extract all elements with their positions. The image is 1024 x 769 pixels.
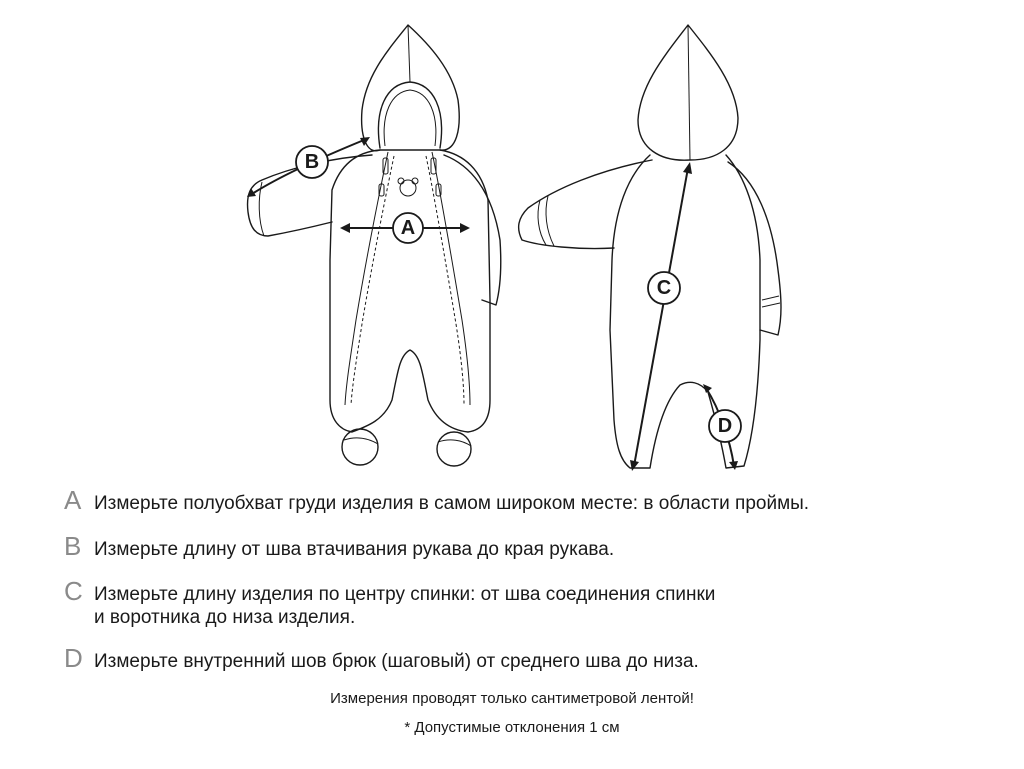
label-b-badge	[296, 146, 328, 178]
instruction-letter: B	[64, 531, 82, 561]
svg-text:C: C	[656, 277, 672, 299]
instruction-text	[94, 583, 715, 629]
instruction-text: Измерьте полуобхват груди изделия в самом широком месте: в области проймы.	[94, 493, 810, 514]
instruction-a	[64, 487, 809, 515]
instruction-text: Измерьте длину от шва втачивания рукава до края рукава.	[94, 539, 615, 560]
instruction-line: и воротника до низа изделия.	[94, 607, 356, 628]
instruction-text: Измерьте внутренний шов брюк (шаговый) от среднего шва до низа.	[94, 651, 699, 672]
svg-text:D: D	[717, 415, 733, 437]
tape-note: Измерения проводят только сантиметровой лентой!	[330, 690, 694, 707]
instruction-d	[64, 645, 699, 673]
svg-text:A: A	[400, 217, 416, 239]
svg-text:B: B	[304, 151, 320, 173]
instruction-c	[64, 578, 715, 629]
jumpsuit-back	[519, 25, 781, 471]
instruction-letter: C	[64, 576, 83, 606]
tolerance-note: * Допустимые отклонения 1 см	[404, 719, 620, 736]
jumpsuit-front	[247, 25, 501, 466]
label-d-badge	[709, 410, 741, 442]
label-c-badge	[648, 272, 680, 304]
instruction-letter: A	[64, 485, 82, 515]
instruction-letter: D	[64, 643, 83, 673]
instruction-b	[64, 533, 614, 561]
instruction-line: Измерьте длину изделия по центру спинки: от шва соединения спинки	[94, 584, 716, 605]
label-a-badge	[393, 213, 423, 243]
